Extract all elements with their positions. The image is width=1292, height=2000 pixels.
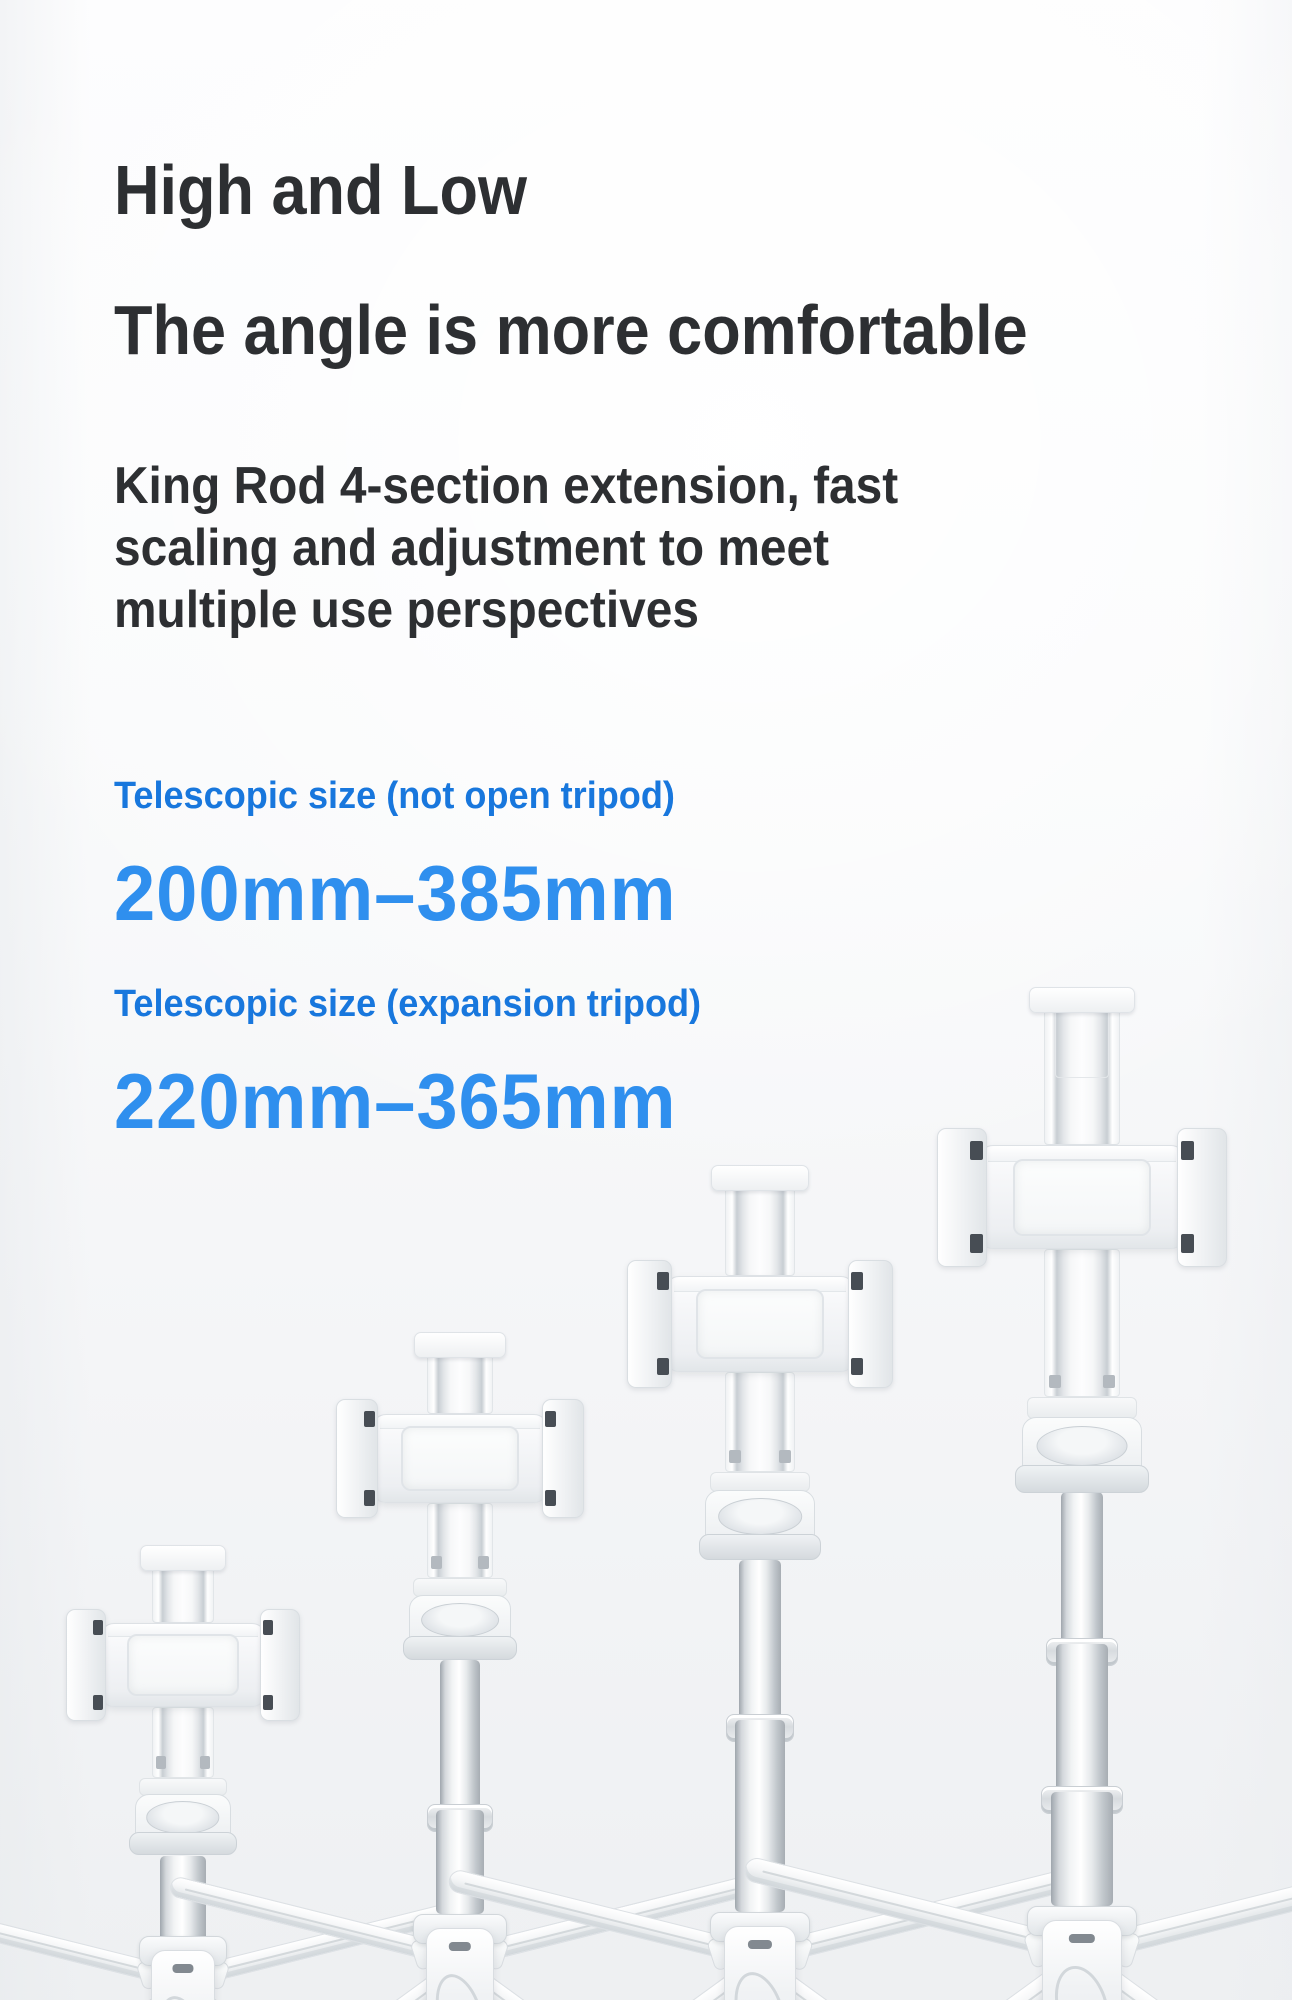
spec-label-open-tripod: Telescopic size (expansion tripod) <box>114 983 702 1025</box>
base-body <box>151 1950 215 2000</box>
rail-end-stop <box>156 1756 166 1769</box>
rail-end-stop <box>478 1556 489 1569</box>
jaw-grip-slot <box>364 1411 375 1427</box>
swivel-hub <box>705 1490 814 1554</box>
pole-segment <box>436 1810 485 1914</box>
clamp-jaw-right <box>848 1260 894 1388</box>
rail-end-stop <box>779 1450 790 1463</box>
top-arm-cap <box>1029 987 1136 1013</box>
spec-value-open-tripod: 220mm–365mm <box>114 1057 677 1145</box>
jaw-grip-slot <box>263 1620 273 1635</box>
base-body <box>426 1928 494 2000</box>
rail-end-stop <box>1049 1375 1061 1388</box>
base-body <box>1042 1920 1121 2000</box>
phone-back-plate <box>1013 1159 1152 1236</box>
base-body <box>724 1926 797 2000</box>
upper-rail-inner-section <box>1055 1007 1110 1078</box>
jaw-grip-slot <box>851 1272 862 1290</box>
pole-segment <box>739 1560 780 1720</box>
feature-description-line-1: King Rod 4-section extension, fast <box>114 457 899 515</box>
jaw-grip-slot <box>263 1695 273 1710</box>
rail-end-stop <box>1103 1375 1115 1388</box>
top-arm-cap <box>414 1332 505 1358</box>
clamp-jaw-left <box>66 1609 106 1721</box>
clamp-jaw-right <box>1177 1128 1227 1267</box>
pole-segment <box>1056 1644 1108 1792</box>
feature-description-line-3: multiple use perspectives <box>114 581 699 639</box>
clamp-jaw-left <box>627 1260 673 1388</box>
jaw-grip-slot <box>545 1411 556 1427</box>
jaw-grip-slot <box>970 1141 982 1160</box>
jaw-grip-slot <box>93 1695 103 1710</box>
spec-value-closed-tripod: 200mm–385mm <box>114 849 677 937</box>
headline-secondary: The angle is more comfortable <box>114 291 1028 369</box>
feature-description <box>114 455 898 641</box>
phone-back-plate <box>401 1426 520 1492</box>
clamp-jaw-left <box>336 1399 378 1518</box>
jaw-grip-slot <box>657 1272 668 1290</box>
phone-back-plate <box>127 1634 239 1696</box>
jaw-grip-slot <box>1181 1141 1193 1160</box>
clamp-jaw-right <box>542 1399 584 1518</box>
feature-description-line-2: scaling and adjustment to meet <box>114 519 830 577</box>
rail-end-stop <box>729 1450 740 1463</box>
pole-segment <box>440 1660 480 1810</box>
swivel-hub <box>409 1595 511 1654</box>
spec-label-closed-tripod: Telescopic size (not open tripod) <box>114 775 675 817</box>
top-arm-cap <box>711 1165 809 1191</box>
swivel-hub <box>1022 1417 1141 1486</box>
rail-end-stop <box>431 1556 442 1569</box>
jaw-grip-slot <box>851 1358 862 1376</box>
upper-extension-rail <box>725 1181 796 1276</box>
jaw-grip-slot <box>545 1490 556 1506</box>
jaw-grip-slot <box>970 1234 982 1253</box>
pole-segment <box>1061 1492 1103 1644</box>
headline-primary: High and Low <box>114 151 527 229</box>
clamp-jaw-left <box>937 1128 987 1267</box>
rail-end-stop <box>200 1756 210 1769</box>
jaw-grip-slot <box>657 1358 668 1376</box>
jaw-grip-slot <box>1181 1234 1193 1253</box>
clamp-jaw-right <box>260 1609 300 1721</box>
jaw-grip-slot <box>93 1620 103 1635</box>
top-arm-cap <box>140 1545 226 1571</box>
swivel-hub <box>135 1794 231 1850</box>
pole-segment <box>1051 1792 1113 1906</box>
phone-back-plate <box>696 1289 824 1360</box>
jaw-grip-slot <box>364 1490 375 1506</box>
